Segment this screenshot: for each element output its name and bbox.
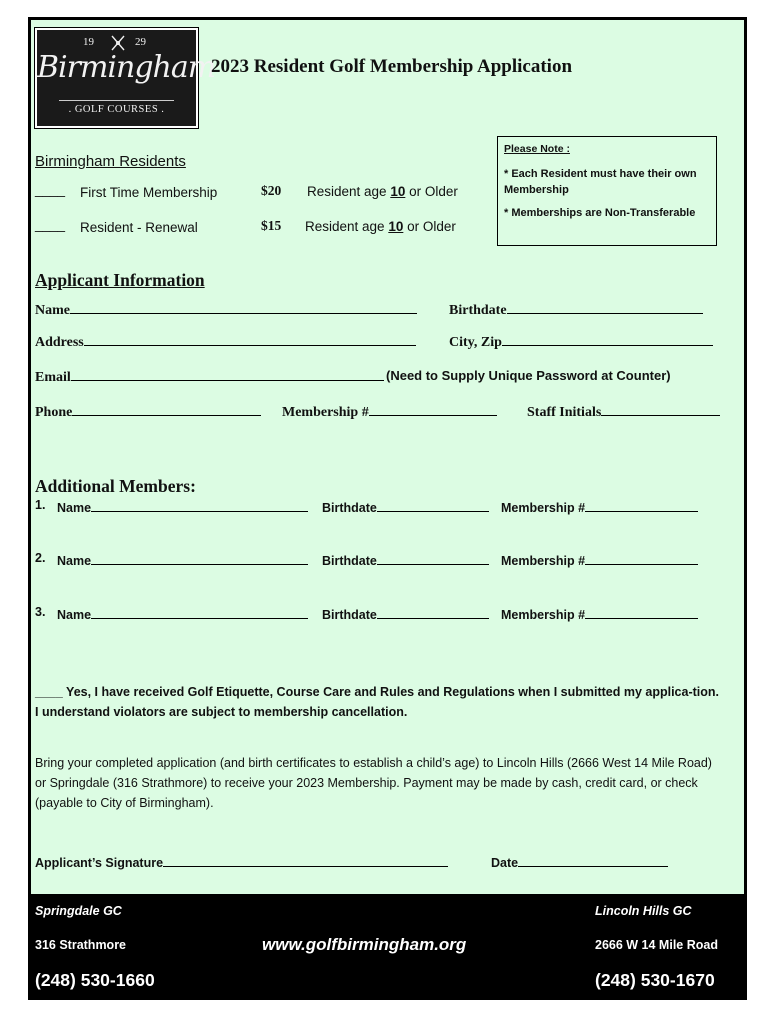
logo-year-right: 29 bbox=[135, 36, 146, 48]
birmingham-golf-logo bbox=[35, 28, 216, 128]
phone-field[interactable]: Phone bbox=[35, 402, 261, 421]
member-membership-field[interactable]: Membership # bbox=[501, 551, 698, 568]
member-membership-field[interactable]: Membership # bbox=[501, 498, 698, 515]
signature-field[interactable]: Applicant’s Signature bbox=[35, 853, 448, 870]
row-number: 2. bbox=[35, 551, 46, 565]
membership-number-field[interactable]: Membership # bbox=[282, 402, 497, 421]
springdale-address: 316 Strathmore bbox=[35, 938, 127, 952]
email-field[interactable]: Email bbox=[35, 367, 384, 386]
member-membership-field[interactable]: Membership # bbox=[501, 605, 698, 622]
member-birthdate-field[interactable]: Birthdate bbox=[322, 498, 489, 515]
lincoln-hills-phone: (248) 530-1670 bbox=[595, 970, 715, 990]
row-number: 1. bbox=[35, 498, 46, 512]
footer bbox=[31, 894, 744, 997]
springdale-name: Springdale GC bbox=[35, 904, 122, 918]
member-name-field[interactable]: Name bbox=[57, 605, 308, 622]
note-box bbox=[497, 136, 717, 246]
member-name-field[interactable]: Name bbox=[57, 551, 308, 568]
logo-year-left: 19 bbox=[83, 36, 94, 48]
option-blank[interactable]: ____ bbox=[35, 182, 66, 197]
option-blank[interactable]: ____ bbox=[35, 217, 66, 232]
option-price: $20 bbox=[261, 183, 282, 198]
note-item: * Memberships are Non-Transferable bbox=[504, 206, 696, 219]
city-zip-field[interactable]: City, Zip bbox=[449, 332, 713, 351]
date-field[interactable]: Date bbox=[491, 853, 668, 870]
member-birthdate-field[interactable]: Birthdate bbox=[322, 551, 489, 568]
springdale-phone: (248) 530-1660 bbox=[35, 970, 155, 990]
option-age: Resident age 10 or Older bbox=[305, 219, 456, 234]
name-field[interactable]: Name bbox=[35, 300, 417, 319]
acknowledge-text: Yes, I have received Golf Etiquette, Course Care and Rules and Regulations when I submitted my applica-tion. I understand violators are subject to membership cancellation. bbox=[35, 685, 719, 719]
note-header: Please Note : bbox=[504, 143, 570, 155]
additional-heading: Additional Members: bbox=[35, 476, 196, 496]
lincoln-hills-name: Lincoln Hills GC bbox=[595, 904, 692, 918]
page-title: 2023 Resident Golf Membership Application bbox=[211, 56, 573, 77]
email-note: (Need to Supply Unique Password at Counter) bbox=[386, 368, 671, 383]
logo-subtitle: . GOLF COURSES . bbox=[68, 104, 165, 115]
lincoln-hills-address: 2666 W 14 Mile Road bbox=[595, 938, 718, 952]
option-price: $15 bbox=[261, 218, 282, 233]
application-form bbox=[28, 17, 747, 1000]
staff-initials-field[interactable]: Staff Initials bbox=[527, 402, 720, 421]
logo-rule bbox=[59, 100, 174, 101]
option-age: Resident age 10 or Older bbox=[307, 184, 458, 199]
acknowledge-blank[interactable]: ____ bbox=[35, 685, 63, 699]
logo-wordmark: Birmingham bbox=[37, 50, 216, 85]
member-name-field[interactable]: Name bbox=[57, 498, 308, 515]
residents-heading: Birmingham Residents bbox=[35, 153, 186, 170]
note-item: * Each Resident must have their own Membership bbox=[504, 167, 697, 197]
option-label: First Time Membership bbox=[80, 185, 218, 200]
website-link[interactable]: www.golfbirmingham.org bbox=[262, 935, 467, 954]
option-label: Resident - Renewal bbox=[80, 220, 198, 235]
acknowledgement[interactable] bbox=[35, 682, 725, 722]
birthdate-field[interactable]: Birthdate bbox=[449, 300, 703, 319]
member-birthdate-field[interactable]: Birthdate bbox=[322, 605, 489, 622]
address-field[interactable]: Address bbox=[35, 332, 416, 351]
row-number: 3. bbox=[35, 605, 46, 619]
applicant-heading: Applicant Information bbox=[35, 270, 205, 290]
instructions: Bring your completed application (and birth certificates to establish a child’s age) to Lincoln Hills (2666 West 14 Mile Road) or Springdale (316 Strathmore) to receive your 2023 Membership. Payment may be made by cash, credit card, or check (payable to City of Birmingham). bbox=[35, 756, 712, 810]
